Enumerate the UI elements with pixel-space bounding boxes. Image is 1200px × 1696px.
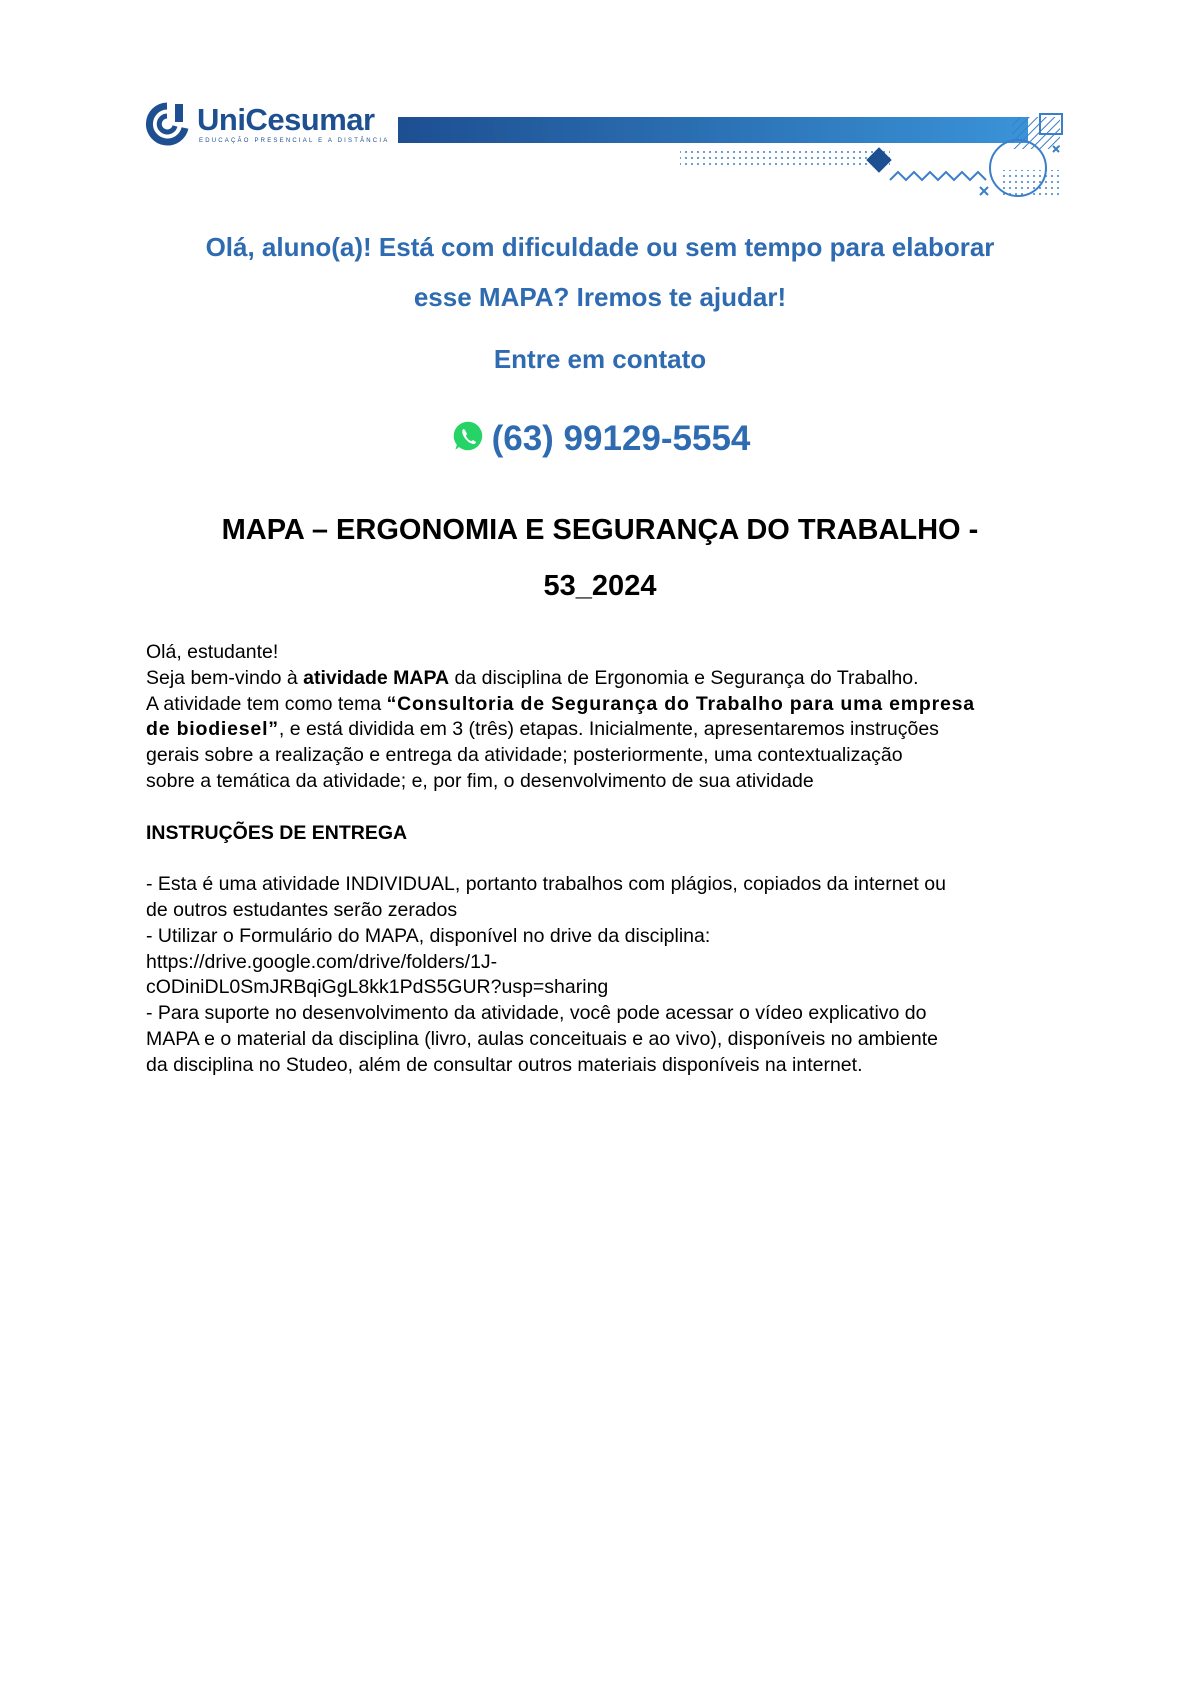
intro-line-4: sobre a temática da atividade; e, por fim, o desenvolvimento de sua atividade [146,769,814,792]
brand-name: UniCesumar [197,102,375,137]
phone-number: (63) 99129-5554 [491,419,751,458]
document-title [80,502,1120,614]
instruction-1a: - Esta é uma atividade INDIVIDUAL, portanto trabalhos com plágios, copiados da internet ou [146,873,946,896]
phone-contact[interactable] [0,418,1200,459]
welcome-line: Seja bem-vindo à atividade MAPA da disciplina de Ergonomia e Segurança do Trabalho. [146,666,919,689]
document-body [146,640,1066,1079]
instruction-1b: de outros estudantes serão zerados [146,898,458,921]
header-decoration [0,0,1200,210]
greeting: Olá, estudante! [146,641,279,663]
instruction-3c: da disciplina no Studeo, além de consultar outros materiais disponíveis na internet. [146,1053,863,1076]
title-line-2: 53_2024 [543,570,657,602]
section-title: INSTRUÇÕES DE ENTREGA [146,821,408,844]
title-line-1: MAPA – ERGONOMIA E SEGURANÇA DO TRABALHO - [221,514,979,546]
instruction-3b: MAPA e o material da disciplina (livro, aulas conceituais e ao vivo), disponíveis no ambiente [146,1027,938,1050]
drive-link-part-1[interactable]: https://drive.google.com/drive/folders/1J- [146,950,498,973]
instruction-2a: - Utilizar o Formulário do MAPA, disponível no drive da disciplina: [146,924,711,947]
whatsapp-icon [450,418,488,456]
promo-message [0,222,1200,322]
theme-line-1: A atividade tem como tema “Consultoria de Segurança do Trabalho para uma empresa [146,692,975,715]
page-header [0,0,1200,210]
drive-link-part-2[interactable]: cODiniDL0SmJRBqiGgL8kk1PdS5GUR?usp=sharing [146,976,609,999]
contact-label: Entre em contato [493,344,707,374]
theme-line-2: de biodiesel”, e está dividida em 3 (três) etapas. Inicialmente, apresentaremos instruções [146,718,939,741]
instruction-3a: - Para suporte no desenvolvimento da atividade, você pode acessar o vídeo explicativo do [146,1002,927,1025]
promo-line-2: esse MAPA? Iremos te ajudar! [413,282,787,312]
promo-line-1: Olá, aluno(a)! Está com dificuldade ou sem tempo para elaborar [205,232,995,262]
intro-line-3: gerais sobre a realização e entrega da atividade; posteriormente, uma contextualização [146,744,903,767]
brand-tagline: EDUCAÇÃO PRESENCIAL E A DISTÂNCIA [199,138,390,144]
